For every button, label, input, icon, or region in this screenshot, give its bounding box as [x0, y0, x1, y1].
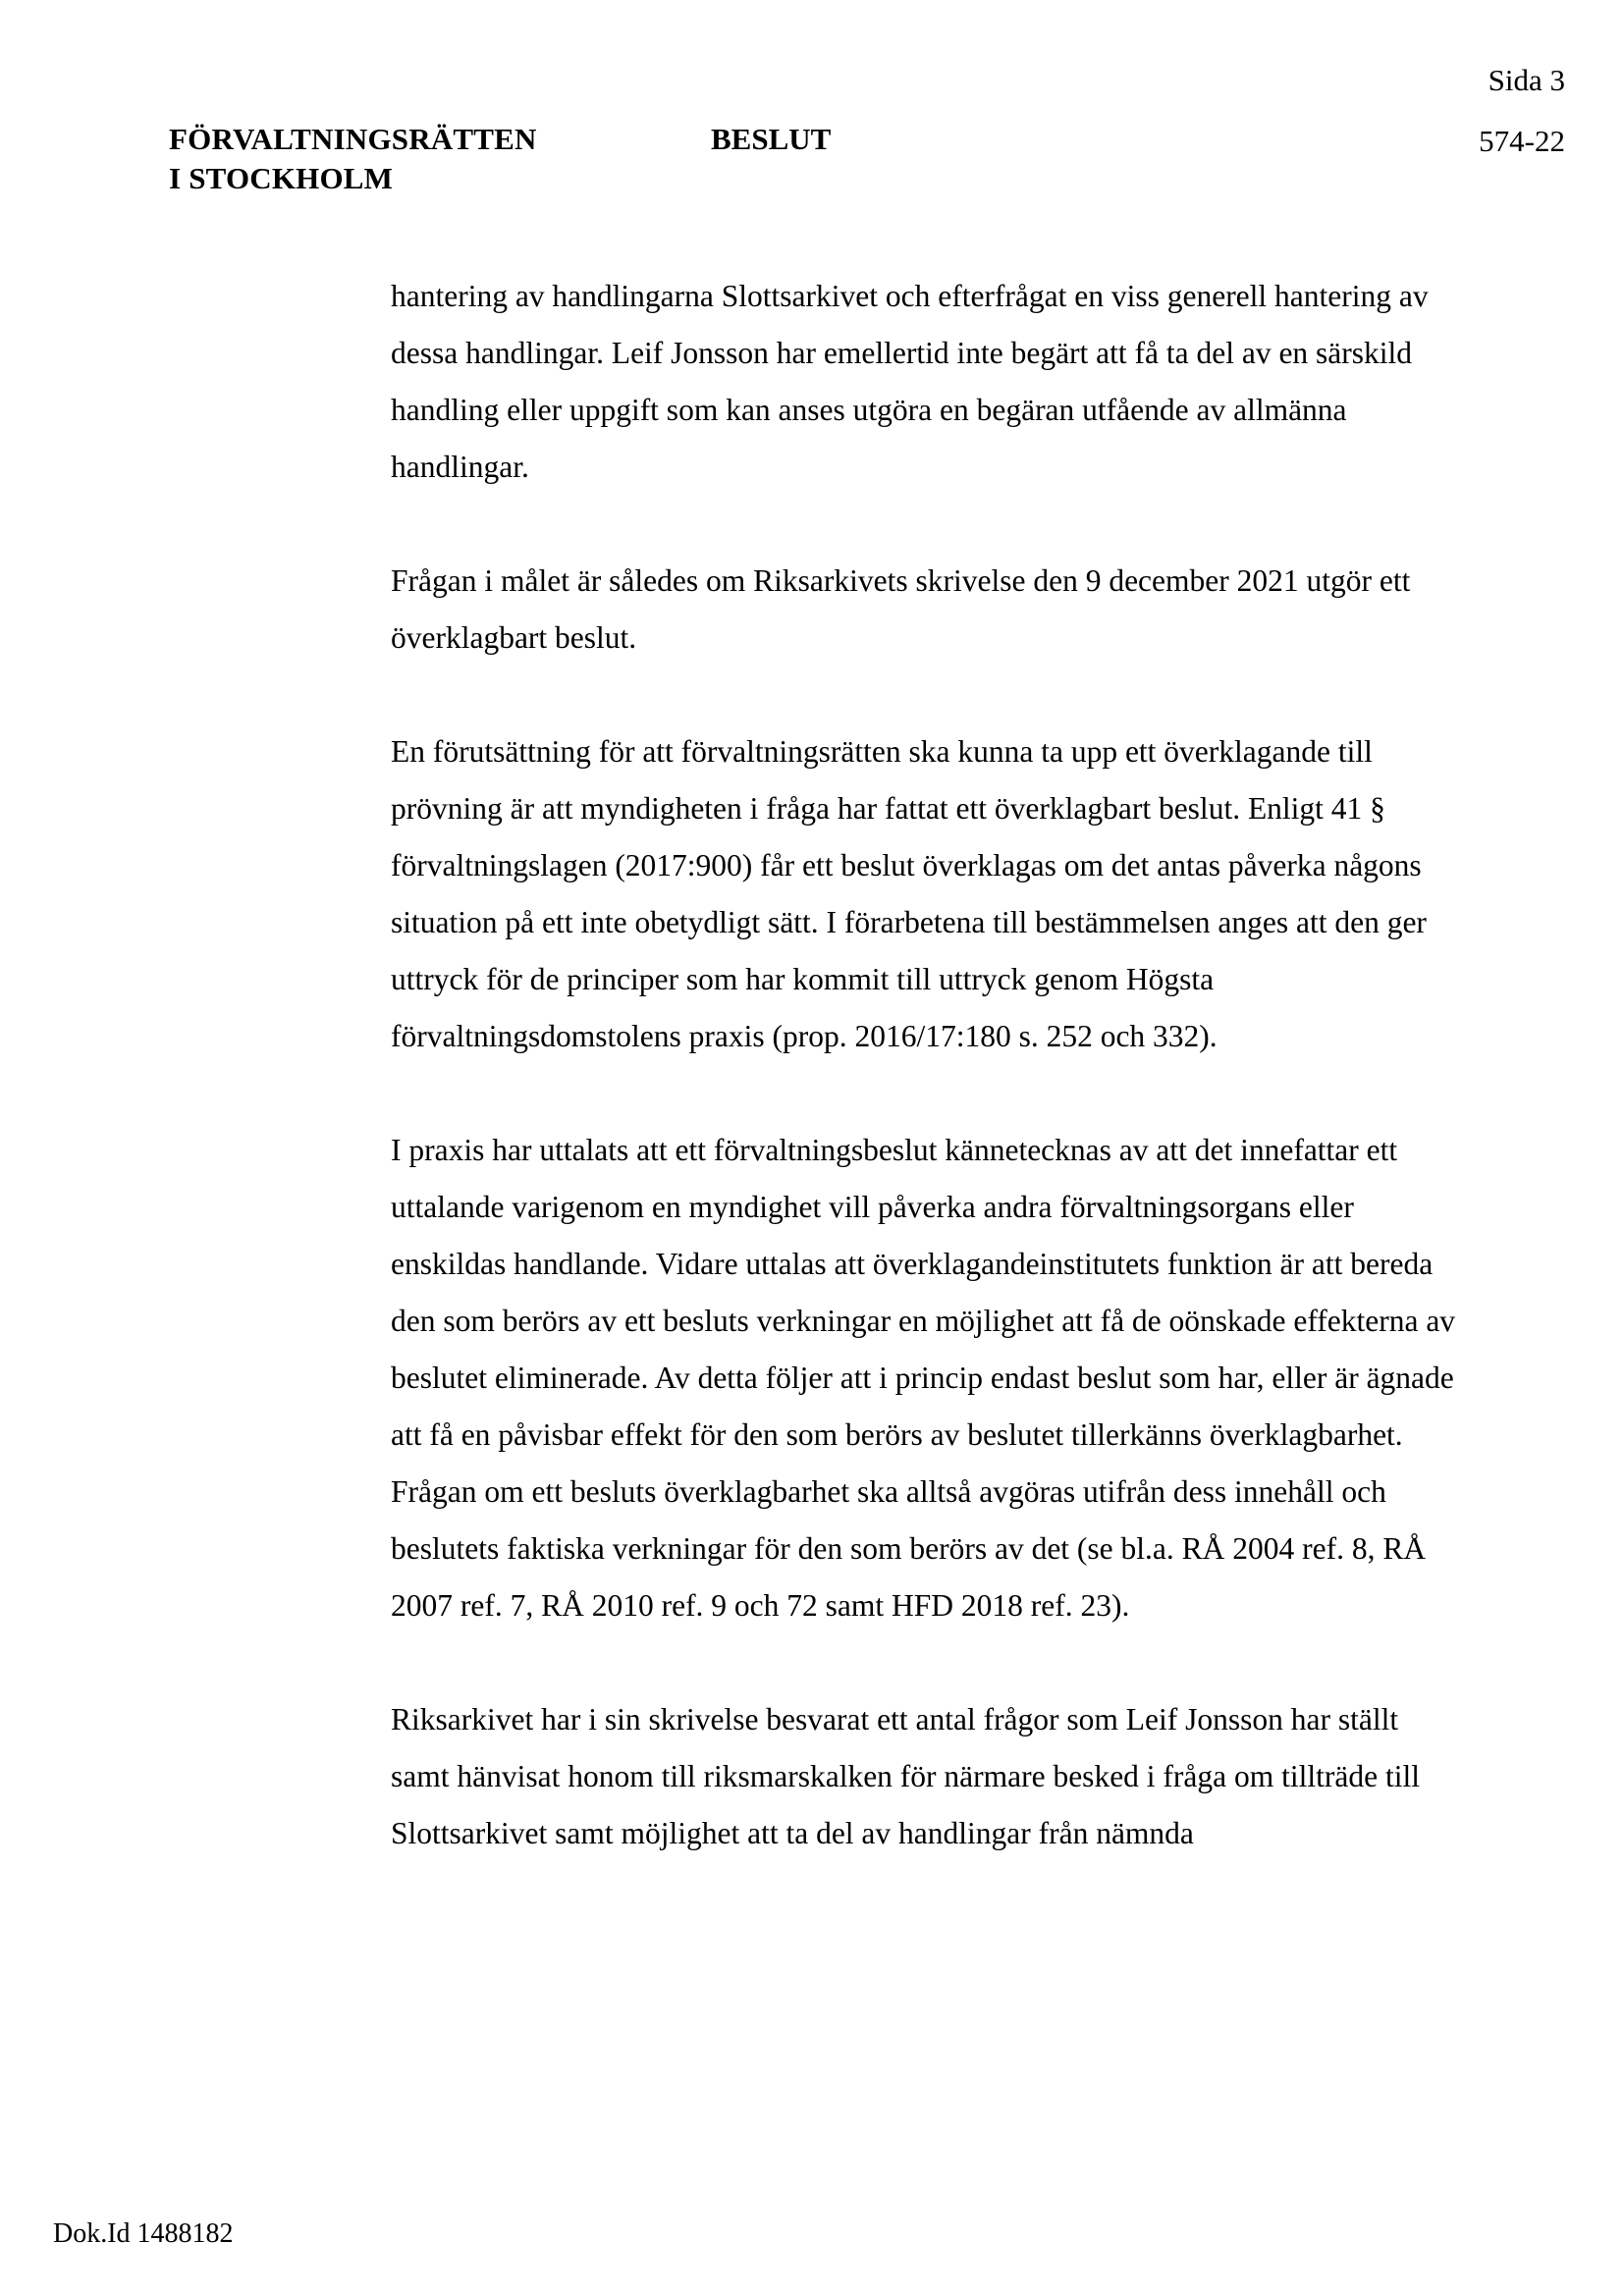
document-type: BESLUT [711, 122, 832, 156]
case-number: 574-22 [1479, 124, 1565, 158]
page-number: Sida 3 [1488, 63, 1565, 97]
court-name [169, 120, 537, 198]
paragraph: En förutsättning för att förvaltningsrätten ska kunna ta upp ett överklagande till prövning är att myndigheten i fråga har fattat ett överklagbart beslut. Enligt 41 § förvaltningslagen (2017:900) får ett beslut överklagas om det antas påverka någons situation på ett inte obetydligt sätt. I förarbetena till bestämmelsen anges att den ger uttryck för de principer som har kommit till uttryck genom Högsta förvaltningsdomstolens praxis (prop. 2016/17:180 s. 252 och 332). [391, 734, 1427, 1053]
paragraph: Riksarkivet har i sin skrivelse besvarat ett antal frågor som Leif Jonsson har ställt samt hänvisat honom till riksmarskalken för närmare besked i fråga om tillträde till Slottsarkivet samt möjlighet att ta del av handlingar från nämnda [391, 1702, 1420, 1850]
paragraph: hantering av handlingarna Slottsarkivet och efterfrågat en viss generell hantering av dessa handlingar. Leif Jonsson har emellertid inte begärt att få ta del av en särskild handling eller uppgift som kan anses utgöra en begäran utfående av allmänna handlingar. [391, 279, 1429, 484]
document-id: Dok.Id 1488182 [53, 2218, 234, 2249]
court-name-line1: FÖRVALTNINGSRÄTTEN [169, 122, 537, 156]
paragraph: Frågan i målet är således om Riksarkivets skrivelse den 9 december 2021 utgör ett överklagbart beslut. [391, 563, 1411, 655]
paragraph: I praxis har uttalats att ett förvaltningsbeslut kännetecknas av att det innefattar ett uttalande varigenom en myndighet vill påverka andra förvaltningsorgans eller enskildas handlande. Vidare uttalas att överklagandeinstitutets funktion är att bereda den som berörs av ett besluts verkningar en möjlighet att få de oönskade effekterna av beslutet eliminerade. Av detta följer att i princip endast beslut som har, eller är ägnade att få en påvisbar effekt för den som berörs av beslutet tillerkänns överklagbarhet. Frågan om ett besluts överklagbarhet ska alltså avgöras utifrån dess innehåll och beslutets faktiska verkningar för den som berörs av det (se bl.a. RÅ 2004 ref. 8, RÅ 2007 ref. 7, RÅ 2010 ref. 9 och 72 samt HFD 2018 ref. 23). [391, 1133, 1456, 1623]
body-text [391, 268, 1461, 1862]
court-name-line2: I STOCKHOLM [169, 161, 394, 195]
